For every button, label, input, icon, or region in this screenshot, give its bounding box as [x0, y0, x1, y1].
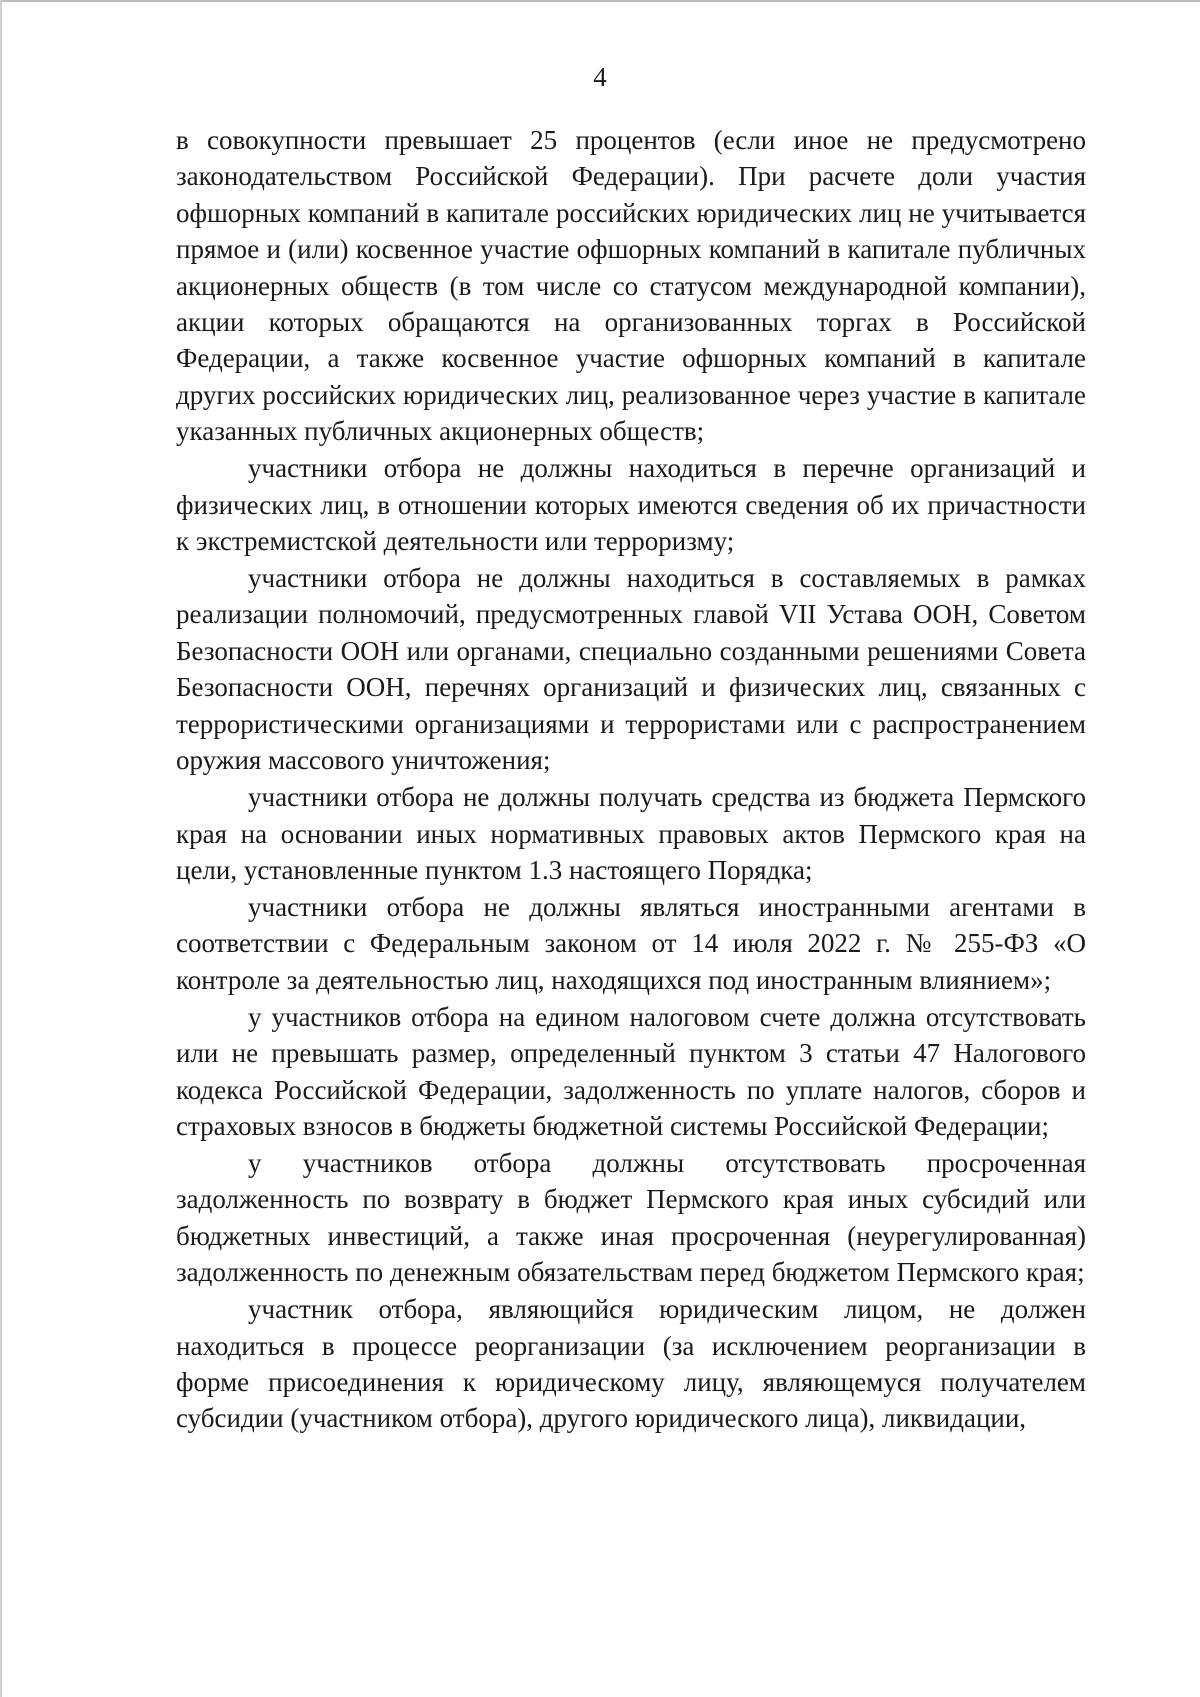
scan-edge-left: [0, 0, 2, 1697]
paragraph-reorganization: участник отбора, являющийся юридическим лицом, не должен находиться в процессе реорганизации (за исключением реорганизации в форме присоединения к юридическому лицу, являющемуся получателем субсидии (участником отбора), другого юридического лица), ликвидации,: [176, 1294, 1086, 1434]
paragraph-overdue-debt: у участников отбора должны отсутствовать просроченная задолженность по возврату в бюджет Пермского края иных субсидий или бюджетных инвестиций, а также иная просроченная (неурегулированная) задолженность по денежным обязательствам перед бюджетом Пермского края;: [176, 1147, 1086, 1288]
paragraph-no-other-budget-funds: участники отбора не должны получать средства из бюджета Пермского края на основании иных нормативных правовых актов Пермского края на цели, установленные пунктом 1.3 настоящего Порядка;: [176, 782, 1086, 885]
paragraph-extremism-list: участники отбора не должны находиться в перечне организаций и физических лиц, в отношении которых имеются сведения об их причастности к экстремистской деятельности или терроризму;: [176, 453, 1086, 557]
document-body: [176, 122, 1086, 1437]
paragraph-tax-debt: у участников отбора на едином налоговом счете должна отсутствовать или не превышать размер, определенный пунктом 3 статьи 47 Налогового кодекса Российской Федерации, задолженность по уплате налогов, сборов и страховых взносов в бюджеты бюджетной системы Российской Федерации;: [176, 1001, 1086, 1141]
scan-edge-top: [0, 0, 1200, 2]
paragraph-un-sanctions-list: участники отбора не должны находиться в составляемых в рамках реализации полномочий, предусмотренных главой VII Устава ООН, Советом Безопасности ООН или органами, специально созданными решениями Совета Безопасности ООН, перечнях организаций и физических лиц, связанных с террористическими организациями и террористами или с распространением оружия массового уничтожения;: [176, 563, 1086, 776]
paragraph-foreign-agents: участники отбора не должны являться иностранными агентами в соответствии с Федеральным законом от 14 июля 2022 г. № 255-ФЗ «О контроле за деятельностью лиц, находящихся под иностранным влиянием»;: [176, 891, 1086, 995]
paragraph-continuation: в совокупности превышает 25 процентов (если иное не предусмотрено законодательством Российской Федерации). При расчете доли участия офшорных компаний в капитале российских юридических лиц не учитывается прямое и (или) косвенное участие офшорных компаний в капитале публичных акционерных обществ (в том числе со статусом международной компании), акции которых обращаются на организованных торгах в Российской Федерации, а также косвенное участие офшорных компаний в капитале других российских юридических лиц, реализованное через участие в капитале указанных публичных акционерных обществ;: [176, 125, 1086, 447]
page-number: 4: [593, 62, 607, 92]
